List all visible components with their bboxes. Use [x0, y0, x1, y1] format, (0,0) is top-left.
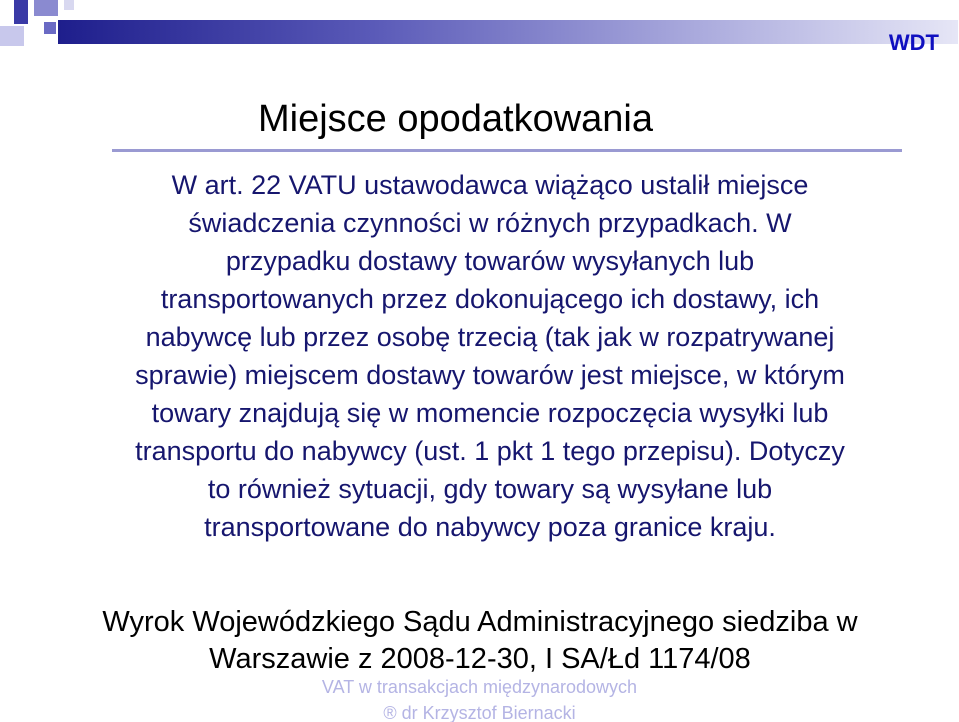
body-line: sprawie) miejscem dostawy towarów jest miejsce, w którym	[135, 360, 845, 390]
decor-square	[14, 0, 28, 24]
reference-line: Warszawie z 2008-12-30, I SA/Łd 1174/08	[209, 643, 751, 675]
court-reference	[40, 604, 920, 678]
decor-square	[64, 0, 74, 10]
header-gradient-band	[58, 20, 958, 44]
body-line: towary znajdują się w momencie rozpoczęcia wysyłki lub	[151, 398, 829, 428]
decor-square	[34, 0, 58, 16]
body-line: transportowane do nabywcy poza granice kraju.	[204, 512, 776, 542]
reference-line: Wyrok Wojewódzkiego Sądu Administracyjnego siedziba w	[102, 606, 858, 638]
footer-course-title: VAT w transakcjach międzynarodowych	[321, 677, 638, 697]
body-line: świadczenia czynności w różnych przypadkach. W	[188, 208, 792, 238]
body-line: to również sytuacji, gdy towary są wysyłane lub	[207, 474, 773, 504]
title-divider	[112, 149, 902, 152]
header-badge: WDT	[888, 30, 939, 55]
decor-square	[0, 26, 24, 46]
decor-square	[44, 22, 56, 34]
body-line: W art. 22 VATU ustawodawca wiążąco ustalił miejsce	[171, 170, 809, 200]
body-paragraph	[70, 166, 910, 546]
body-line: przypadku dostawy towarów wysyłanych lub	[225, 246, 755, 276]
footer	[0, 674, 959, 722]
body-line: transportowanych przez dokonującego ich dostawy, ich	[160, 284, 820, 314]
footer-author: ® dr Krzysztof Biernacki	[383, 703, 576, 722]
body-line: nabywcę lub przez osobę trzecią (tak jak w rozpatrywanej	[145, 322, 835, 352]
body-line: transportu do nabywcy (ust. 1 pkt 1 tego przepisu). Dotyczy	[135, 436, 845, 466]
slide-title: Miejsce opodatkowania	[258, 98, 654, 140]
